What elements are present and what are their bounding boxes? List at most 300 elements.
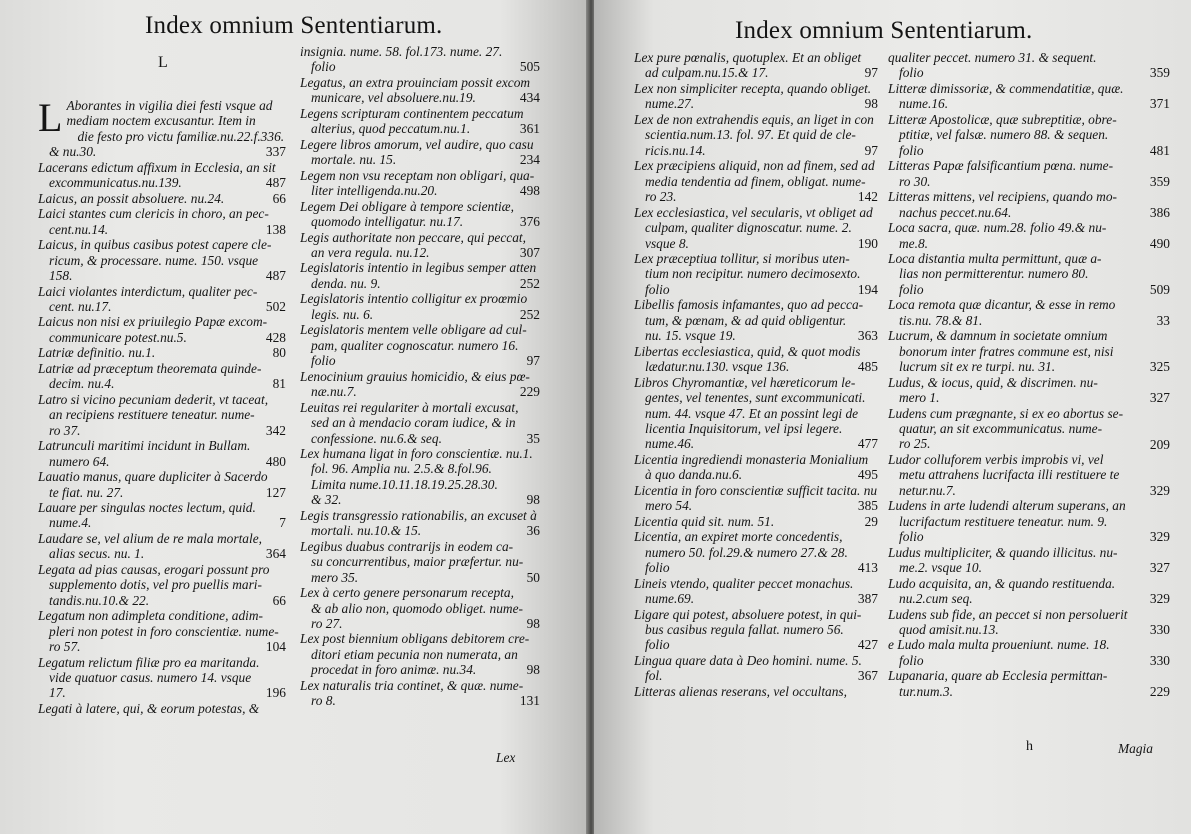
folio-number: 229: [1149, 683, 1170, 699]
folio-number: 29: [864, 513, 878, 529]
entry-line: lædatur.nu.130. vsque 136.: [645, 359, 790, 375]
entry-line: ricis.nu.14.: [645, 142, 706, 158]
entry-line: Litteræ Apostolicæ, quæ subreptitiæ, obre-: [888, 111, 1117, 127]
index-entry: [300, 369, 548, 400]
entry-line: num. 44. vsque 47. Et an possint legi de: [645, 405, 859, 421]
folio-number: 495: [857, 467, 878, 483]
entry-line: Legatum non adimpleta conditione, adim-: [38, 608, 264, 624]
index-entry: [634, 81, 886, 112]
entry-line: Licentia in foro conscientiæ sufficit tacita. nu: [634, 482, 878, 498]
entry-line: decim. nu.4.: [49, 376, 115, 392]
entry-line: Laici violantes interdictum, qualiter pec-: [38, 283, 258, 299]
entry-line: licentia Inquisitorum, vel ipsi legere.: [645, 421, 843, 436]
entry-line: Latro si vicino pecuniam dederit, vt taceat,: [38, 391, 269, 407]
entry-line: Legati à latere, qui, & eorum potestas, &: [38, 700, 260, 716]
entry-line: folio: [899, 652, 924, 668]
index-entry: [300, 106, 548, 137]
entry-line: Lauatio manus, quare dupliciter à Sacerdo: [38, 469, 268, 485]
folio-number: 252: [519, 275, 540, 291]
index-entry: [888, 158, 1178, 189]
entry-line: Legata ad pias causas, erogari possunt pro: [38, 561, 270, 577]
folio-number: 138: [265, 221, 286, 237]
entry-line: Loca sacra, quæ. num.28. folio 49.& nu-: [888, 220, 1107, 236]
entry-line: Libertas ecclesiastica, quid, & quot modis: [634, 343, 861, 359]
index-entry: [300, 508, 548, 539]
index-entry: [300, 230, 548, 261]
entry-line: tandis.nu.10.& 22.: [49, 592, 150, 608]
index-entry: [300, 168, 548, 199]
entry-line: lucrifactum restituere teneatur. num. 9.: [899, 513, 1108, 529]
entry-line: alterius, quod peccatum.nu.1.: [311, 121, 471, 137]
entry-line: Lex post biennium obligans debitorem cre-: [300, 631, 530, 647]
folio-number: 330: [1149, 622, 1170, 638]
index-entry: [38, 237, 294, 283]
entry-line: nu.2.cum seq.: [899, 591, 973, 607]
folio-number: 509: [1149, 281, 1170, 297]
entry-line: vide quatuor casus. numero 14. vsque: [49, 670, 252, 686]
entry-line: numero 64.: [49, 453, 110, 469]
entry-line: tum, & pœnam, & ad quid obligentur.: [645, 312, 847, 328]
entry-line: Latriæ ad præceptum theoremata quinde-: [38, 360, 262, 376]
entry-line: liter intelligenda.nu.20.: [311, 183, 438, 199]
folio-number: 505: [519, 59, 540, 75]
folio-number: 98: [526, 616, 540, 632]
entry-line: ro 23.: [645, 189, 677, 205]
entry-line: procedat in foro animæ. nu.34.: [311, 662, 477, 678]
index-entry: [300, 137, 548, 168]
entry-line: mortale. nu. 15.: [311, 152, 397, 168]
folio-number: 252: [519, 306, 540, 322]
entry-line: ro 30.: [899, 173, 931, 189]
entry-line: media tendentia ad finem, obligat. nume-: [645, 173, 866, 189]
entry-line: folio: [899, 281, 924, 297]
entry-line: Litteras mittens, vel recipiens, quando mo-: [888, 189, 1117, 205]
entry-line: nachus peccet.nu.64.: [899, 204, 1012, 220]
folio-number: 327: [1149, 560, 1170, 576]
entry-line: Litteræ dimissoriæ, & commendatitiæ, quæ.: [888, 80, 1124, 96]
entry-line: Ligare qui potest, absoluere potest, in qui-: [634, 606, 862, 622]
index-entry: [634, 684, 886, 699]
entry-line: pam, qualiter cognoscatur. numero 16.: [311, 337, 519, 353]
folio-number: 66: [272, 592, 286, 608]
entry-line: quod amisit.nu.13.: [899, 622, 999, 637]
folio-number: 371: [1149, 96, 1170, 112]
index-entry: [38, 95, 294, 160]
entry-line: Legere libros amorum, vel audire, quo casu: [300, 136, 534, 152]
index-entry: [300, 678, 548, 709]
entry-line: Legis authoritate non peccare, qui peccat,: [300, 229, 526, 245]
entry-line: Lucrum, & damnum in societate omnium: [888, 328, 1108, 344]
index-entry: [634, 158, 886, 204]
folio-number: 502: [265, 298, 286, 314]
index-entry: [38, 701, 294, 716]
entry-line: Legem Dei obligare à tempore scientiæ,: [300, 198, 514, 214]
index-entry: [38, 345, 294, 360]
entry-line: Lex de non extrahendis equis, an liget in con: [634, 111, 874, 127]
entry-line: Ludens in arte ludendi alterum superans, an: [888, 498, 1126, 514]
left-column-2: [300, 44, 548, 709]
entry-line: Legibus duabus contrarijs in eodem ca-: [300, 538, 514, 554]
index-entry: [300, 631, 548, 677]
index-entry: [634, 483, 886, 514]
entry-line: folio: [645, 637, 670, 653]
index-entry: [38, 438, 294, 469]
entry-line: mortali. nu.10.& 15.: [311, 523, 422, 539]
entry-line: netur.nu.7.: [899, 482, 956, 498]
folio-number: 33: [1156, 312, 1170, 328]
index-entry: [634, 297, 886, 343]
entry-line: gentes, vel tenentes, sunt excommunicati.: [645, 390, 866, 406]
folio-number: 359: [1149, 173, 1170, 189]
folio-number: 98: [526, 662, 540, 678]
folio-number: 307: [519, 245, 540, 260]
entry-line: nume.27.: [645, 96, 695, 112]
entry-line: Lauare per singulas noctes lectum, quid.: [38, 499, 256, 515]
folio-number: 209: [1149, 436, 1170, 452]
entry-line: Legislatoris mentem velle obligare ad cul-: [300, 322, 527, 338]
folio-number: 194: [857, 281, 878, 297]
entry-line: lucrum sit ex re turpi. nu. 31.: [899, 359, 1056, 375]
index-entry: [634, 529, 886, 575]
folio-number: 367: [857, 668, 878, 684]
folio-number: 498: [519, 183, 540, 199]
entry-line: Lacerans edictum affixum in Ecclesia, an sit: [38, 159, 276, 175]
entry-line: Libellis famosis infamantes, quo ad pecca-: [634, 297, 864, 313]
entry-line: cent.nu.14.: [49, 221, 109, 237]
entry-line: quomodo intelligatur. nu.17.: [311, 214, 464, 230]
entry-line: ricum, & processare. nume. 150. vsque: [49, 252, 259, 268]
folio-number: 477: [857, 436, 878, 452]
entry-line: Laudare se, vel alium de re mala mortale,: [38, 530, 263, 546]
index-entry: [300, 539, 548, 585]
entry-line: qualiter peccet. numero 31. & sequent.: [888, 50, 1097, 65]
drop-capital: L: [38, 95, 63, 140]
entry-line: alias secus. nu. 1.: [49, 546, 145, 562]
index-entry: [300, 446, 548, 508]
entry-line: excommunicatus.nu.139.: [49, 175, 182, 191]
index-entry: [888, 668, 1178, 699]
index-entry: [300, 44, 548, 75]
signature-mark: h: [1026, 739, 1033, 754]
index-entry: [38, 160, 294, 191]
entry-line: folio: [899, 65, 924, 81]
entry-line: Ludus, & iocus, quid, & discrimen. nu-: [888, 374, 1098, 390]
entry-line: Ludor colluforem verbis improbis vi, vel: [888, 451, 1104, 467]
folio-number: 363: [857, 328, 878, 344]
entry-line: Lineis vtendo, qualiter peccet monachus.: [634, 575, 854, 591]
entry-line: lias non permitterentur. numero 80.: [899, 266, 1089, 282]
folio-number: 127: [265, 484, 286, 500]
index-entry: [38, 191, 294, 206]
folio-number: 98: [526, 492, 540, 508]
entry-line: ro 8.: [311, 693, 336, 709]
left-catchword: Lex: [496, 750, 516, 765]
entry-line: bonorum inter fratres commune est, nisi: [899, 343, 1114, 359]
index-entry: [300, 291, 548, 322]
entry-line: an vera regula. nu.12.: [311, 244, 430, 260]
entry-line: mero 35.: [311, 569, 359, 585]
folio-number: 487: [265, 268, 286, 284]
right-column-1: [634, 50, 886, 699]
entry-line: nume.46.: [645, 436, 695, 452]
folio-number: 485: [857, 359, 878, 375]
entry-line: Ludo acquisita, an, & quando restituenda.: [888, 575, 1116, 591]
entry-line: numero 50. fol.29.& numero 27.& 28.: [645, 544, 848, 560]
entry-line: Lenocinium grauius homicidio, & eius pœ-: [300, 368, 530, 384]
index-entry: [888, 251, 1178, 297]
index-entry: [888, 607, 1178, 638]
folio-number: 196: [265, 685, 286, 701]
index-entry: [300, 75, 548, 106]
entry-line: Licentia, an expiret morte concedentis,: [634, 529, 843, 545]
index-entry: [38, 655, 294, 701]
entry-line: insignia. nume. 58. fol.173. nume. 27.: [300, 44, 503, 59]
entry-line: Laicus, in quibus casibus potest capere cle-: [38, 237, 272, 253]
entry-line: sed an à mendacio coram iudice, & in: [311, 415, 516, 431]
entry-line: Lex præceptiua tollitur, si moribus uten-: [634, 250, 850, 266]
entry-line: ditori etiam pecunia non numerata, an: [311, 646, 518, 662]
entry-line: denda. nu. 9.: [311, 275, 381, 291]
entry-line: me.2. vsque 10.: [899, 560, 982, 576]
left-page: [0, 0, 588, 834]
entry-line: nu. 15. vsque 19.: [645, 328, 736, 344]
entry-line: Lingua quare data à Deo homini. nume. 5.: [634, 652, 862, 668]
entry-line: folio: [645, 560, 670, 576]
folio-number: 427: [857, 637, 878, 653]
entry-line: Lex ecclesiastica, vel secularis, vt obliget ad: [634, 204, 873, 220]
entry-line: supplemento dotis, vel pro puellis mari-: [49, 577, 262, 593]
index-entry: [38, 531, 294, 562]
entry-line: Licentia ingrediendi monasteria Monialium: [634, 451, 869, 467]
index-entry: [300, 322, 548, 368]
index-entry: [38, 392, 294, 438]
folio-number: 104: [265, 639, 286, 655]
entry-line: culpam, qualiter dignoscatur. nume. 2.: [645, 220, 852, 236]
entry-line: quatur, an sit excommunicatus. nume-: [899, 421, 1103, 437]
index-entry: [888, 81, 1178, 112]
left-column-1: [38, 95, 294, 716]
entry-line: Lex pure pœnalis, quotuplex. Et an obliget: [634, 50, 862, 65]
folio-number: 480: [265, 453, 286, 469]
folio-number: 428: [265, 329, 286, 345]
folio-number: 80: [272, 345, 286, 361]
index-entry: [38, 284, 294, 315]
entry-line: Lex naturalis tria continet, & quæ. nume-: [300, 677, 524, 693]
index-entry: [38, 608, 294, 654]
entry-line: & 32.: [311, 492, 342, 508]
index-entry: [38, 314, 294, 345]
entry-line: 158.: [49, 268, 73, 284]
folio-number: 387: [857, 591, 878, 607]
entry-line: mero 1.: [899, 390, 940, 406]
entry-line: ptitiæ, vel falsæ. numero 88. & sequen.: [899, 127, 1109, 143]
entry-line: communicare potest.nu.5.: [49, 329, 187, 345]
entry-line: nume.16.: [899, 96, 949, 112]
entry-line: Ludus multipliciter, & quando illicitus. nu-: [888, 544, 1118, 560]
entry-line: Litteras Papæ falsificantium pœna. nume-: [888, 158, 1114, 174]
folio-number: 329: [1149, 591, 1170, 607]
index-entry: [634, 452, 886, 483]
entry-line: te fiat. nu. 27.: [49, 484, 124, 500]
right-page-header: Index omnium Sententiarum.: [735, 17, 1033, 44]
entry-line: die festo pro victu familiæ.nu.22.f.336.: [77, 128, 285, 144]
folio-number: 97: [864, 142, 878, 158]
entry-line: mediam noctem excusantur. Item in: [66, 113, 256, 129]
entry-line: mero 54.: [645, 498, 693, 514]
entry-line: fol. 96. Amplia nu. 2.5.& 8.fol.96.: [311, 461, 492, 477]
folio-number: 413: [857, 560, 878, 576]
index-entry: [888, 452, 1178, 498]
folio-number: 434: [519, 90, 540, 106]
index-entry: [300, 400, 548, 446]
entry-line: Laicus, an possit absoluere. nu.24.: [38, 190, 225, 206]
index-entry: [634, 344, 886, 375]
entry-line: Legislatoris intentio in legibus semper atten: [300, 260, 537, 276]
entry-line: municare, vel absoluere.nu.19.: [311, 90, 476, 106]
folio-number: 361: [519, 121, 540, 137]
entry-line: ro 37.: [49, 422, 81, 438]
entry-line: Lex non simpliciter recepta, quando obliget.: [634, 80, 872, 96]
folio-number: 329: [1149, 529, 1170, 545]
index-entry: [300, 260, 548, 291]
index-entry: [888, 498, 1178, 544]
entry-line: fol.: [645, 668, 663, 684]
right-page: [594, 0, 1191, 834]
entry-line: scientia.num.13. fol. 97. Et quid de cle-: [645, 127, 856, 143]
entry-line: & nu.30.: [49, 144, 97, 160]
entry-line: Legens scripturam continentem peccatum: [300, 105, 524, 121]
entry-line: Leuitas rei regulariter à mortali excusat,: [300, 399, 519, 415]
entry-line: Legislatoris intentio colligitur ex proœmio: [300, 291, 528, 307]
entry-line: folio: [645, 281, 670, 297]
entry-line: metu attrahens lucrifacta illi restituere te: [899, 467, 1120, 483]
entry-line: vsque 8.: [645, 235, 689, 251]
index-entry: [888, 220, 1178, 251]
folio-number: 97: [864, 65, 878, 81]
folio-number: 386: [1149, 204, 1170, 220]
folio-number: 66: [272, 190, 286, 206]
index-entry: [888, 637, 1178, 668]
folio-number: 190: [857, 235, 878, 251]
entry-line: Ludens sub fide, an peccet si non persoluerit: [888, 606, 1128, 622]
folio-number: 337: [265, 144, 286, 160]
entry-line: tium non recipitur. numero decimosexto.: [645, 266, 861, 282]
entry-line: an recipiens restituere teneatur. nume-: [49, 407, 255, 423]
index-entry: [634, 653, 886, 684]
entry-line: confessione. nu.6.& seq.: [311, 430, 442, 446]
entry-line: Ludens cum prægnante, si ex eo abortus se-: [888, 405, 1124, 421]
folio-number: 36: [526, 523, 540, 539]
folio-number: 131: [519, 693, 540, 709]
entry-line: bus casibus regula fallat. numero 56.: [645, 621, 844, 637]
entry-line: folio: [311, 353, 336, 369]
folio-number: 81: [272, 376, 286, 392]
entry-line: Legem non vsu receptam non obligari, qua-: [300, 167, 535, 183]
entry-line: Libros Chyromantiæ, vel hæreticorum le-: [634, 374, 856, 390]
folio-number: 329: [1149, 482, 1170, 498]
entry-line: Loca remota quæ dicantur, & esse in remo: [888, 297, 1116, 313]
entry-line: folio: [311, 59, 336, 75]
index-entry: [634, 50, 886, 81]
index-entry: [634, 514, 886, 529]
entry-line: Legatum relictum filiæ pro ea maritanda.: [38, 654, 260, 670]
index-entry: [300, 585, 548, 631]
index-entry: [888, 189, 1178, 220]
folio-number: 376: [519, 214, 540, 230]
folio-number: 325: [1149, 359, 1170, 375]
index-entry: [634, 375, 886, 452]
folio-number: 7: [279, 515, 286, 531]
entry-line: Legis transgressio rationabilis, an excuset à: [300, 507, 537, 523]
folio-number: 359: [1149, 65, 1170, 81]
index-entry: [38, 562, 294, 608]
entry-line: folio: [899, 142, 924, 158]
folio-number: 364: [265, 546, 286, 562]
entry-line: tis.nu. 78.& 81.: [899, 312, 983, 328]
entry-line: Lex humana ligat in foro conscientiæ. nu.1.: [300, 445, 533, 461]
folio-number: 98: [864, 96, 878, 112]
index-entry: [888, 112, 1178, 158]
folio-number: 490: [1149, 235, 1170, 251]
entry-line: folio: [899, 529, 924, 545]
folio-number: 234: [519, 152, 540, 168]
section-letter: L: [158, 54, 168, 71]
entry-line: e Ludo mala multa proueniunt. nume. 18.: [888, 637, 1110, 653]
entry-line: 17.: [49, 685, 66, 701]
folio-number: 97: [526, 353, 540, 369]
index-entry: [888, 50, 1178, 81]
folio-number: 142: [857, 189, 878, 205]
entry-line: tur.num.3.: [899, 683, 953, 699]
entry-line: ro 27.: [311, 616, 343, 631]
entry-line: næ.nu.7.: [311, 384, 357, 400]
entry-line: Laicus non nisi ex priuilegio Papæ excom-: [38, 314, 268, 330]
index-entry: [38, 469, 294, 500]
entry-line: Litteras alienas reserans, vel occultans,: [634, 683, 847, 699]
entry-line: nume.69.: [645, 591, 695, 607]
entry-line: Lex à certo genere personarum recepta,: [300, 585, 514, 601]
index-entry: [888, 406, 1178, 452]
folio-number: 385: [857, 498, 878, 514]
entry-line: ad culpam.nu.15.& 17.: [645, 65, 769, 81]
index-entry: [634, 112, 886, 158]
folio-number: 50: [526, 569, 540, 585]
entry-line: ro 57.: [49, 639, 81, 655]
folio-number: 229: [519, 384, 540, 400]
folio-number: 487: [265, 175, 286, 191]
entry-line: Laici stantes cum clericis in choro, an pec-: [38, 206, 269, 222]
entry-line: nume.4.: [49, 515, 92, 531]
entry-line: Latrunculi maritimi incidunt in Bullam.: [38, 438, 251, 454]
entry-line: Lex præcipiens aliquid, non ad finem, sed ad: [634, 158, 875, 174]
entry-line: à quo danda.nu.6.: [645, 467, 743, 483]
right-catchword: Magia: [1118, 741, 1153, 756]
entry-line: Latriæ definitio. nu.1.: [38, 345, 156, 361]
entry-line: me.8.: [899, 235, 929, 251]
index-entry: [888, 375, 1178, 406]
index-entry: [634, 251, 886, 297]
index-entry: [38, 361, 294, 392]
entry-line: ro 25.: [899, 436, 931, 452]
right-column-2: [888, 50, 1178, 699]
entry-line: Legatus, an extra prouinciam possit excom: [300, 74, 531, 90]
entry-line: Licentia quid sit. num. 51.: [634, 513, 775, 529]
entry-line: su concurrentibus, maior præfertur. nu-: [311, 554, 524, 570]
index-entry: [38, 206, 294, 237]
index-entry: [38, 500, 294, 531]
entry-line: legis. nu. 6.: [311, 306, 374, 322]
index-entry: [888, 545, 1178, 576]
